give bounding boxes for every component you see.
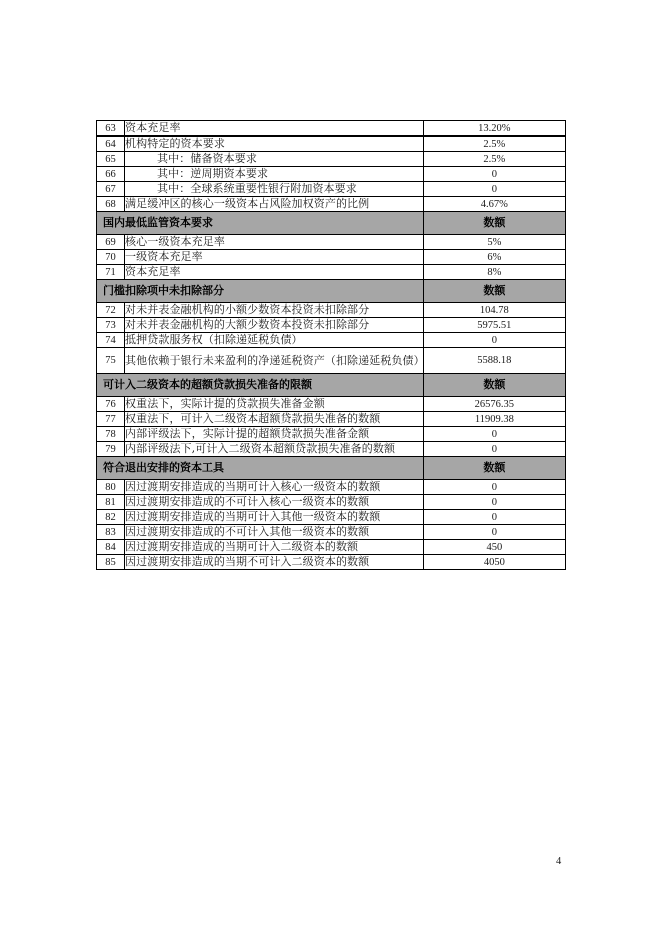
row-value: 2.5%	[423, 152, 565, 167]
row-label: 内部评级法下，实际计提的超额贷款损失准备金额	[125, 427, 424, 442]
table-row	[97, 480, 566, 495]
table-row	[97, 235, 566, 250]
section-value-header: 数额	[423, 280, 565, 303]
table-section-header-row	[97, 280, 566, 303]
row-label: 权重法下，实际计提的贷款损失准备金额	[125, 397, 424, 412]
table-row	[97, 442, 566, 457]
section-title: 门槛扣除项中未扣除部分	[97, 280, 424, 303]
table-row	[97, 427, 566, 442]
row-value: 11909.38	[423, 412, 565, 427]
table-row	[97, 121, 566, 137]
table-row	[97, 510, 566, 525]
row-number: 81	[97, 495, 125, 510]
row-number: 63	[97, 121, 125, 137]
row-label: 因过渡期安排造成的当期可计入其他一级资本的数额	[125, 510, 424, 525]
table-row	[97, 525, 566, 540]
row-label: 对未并表金融机构的小额少数资本投资未扣除部分	[125, 303, 424, 318]
row-value: 2.5%	[423, 136, 565, 152]
row-number: 80	[97, 480, 125, 495]
page-number: 4	[556, 856, 562, 867]
row-value: 0	[423, 510, 565, 525]
table-row	[97, 318, 566, 333]
row-number: 73	[97, 318, 125, 333]
row-number: 75	[97, 348, 125, 374]
row-value: 26576.35	[423, 397, 565, 412]
row-number: 79	[97, 442, 125, 457]
row-value: 0	[423, 167, 565, 182]
table-row	[97, 167, 566, 182]
row-label: 机构特定的资本要求	[125, 136, 424, 152]
row-number: 85	[97, 555, 125, 570]
row-value: 5%	[423, 235, 565, 250]
row-number: 66	[97, 167, 125, 182]
row-label: 因过渡期安排造成的当期可计入二级资本的数额	[125, 540, 424, 555]
table-row	[97, 412, 566, 427]
row-number: 64	[97, 136, 125, 152]
capital-adequacy-table-container	[96, 120, 566, 570]
row-value: 450	[423, 540, 565, 555]
capital-adequacy-table	[96, 120, 566, 570]
row-label: 因过渡期安排造成的不可计入核心一级资本的数额	[125, 495, 424, 510]
row-value: 13.20%	[423, 121, 565, 137]
row-number: 70	[97, 250, 125, 265]
row-label: 权重法下，可计入二级资本超额贷款损失准备的数额	[125, 412, 424, 427]
row-value: 0	[423, 495, 565, 510]
table-row	[97, 250, 566, 265]
row-label: 一级资本充足率	[125, 250, 424, 265]
row-value: 104.78	[423, 303, 565, 318]
table-row	[97, 348, 566, 374]
table-row	[97, 136, 566, 152]
table-row	[97, 303, 566, 318]
table-row	[97, 555, 566, 570]
table-row	[97, 540, 566, 555]
row-label: 满足缓冲区的核心一级资本占风险加权资产的比例	[125, 197, 424, 212]
table-row	[97, 333, 566, 348]
table-body	[97, 121, 566, 570]
row-value: 4.67%	[423, 197, 565, 212]
row-label: 资本充足率	[125, 121, 424, 137]
section-title: 符合退出安排的资本工具	[97, 457, 424, 480]
section-title: 国内最低监管资本要求	[97, 212, 424, 235]
table-row	[97, 152, 566, 167]
row-value: 8%	[423, 265, 565, 280]
row-value: 5588.18	[423, 348, 565, 374]
row-value: 0	[423, 525, 565, 540]
row-label: 抵押贷款服务权（扣除递延税负债）	[125, 333, 424, 348]
row-number: 65	[97, 152, 125, 167]
section-value-header: 数额	[423, 457, 565, 480]
table-row	[97, 397, 566, 412]
table-row	[97, 182, 566, 197]
row-number: 74	[97, 333, 125, 348]
table-row	[97, 495, 566, 510]
row-label: 其中：逆周期资本要求	[125, 167, 424, 182]
row-label: 其中：储备资本要求	[125, 152, 424, 167]
section-value-header: 数额	[423, 374, 565, 397]
row-value: 0	[423, 480, 565, 495]
row-number: 67	[97, 182, 125, 197]
table-row	[97, 197, 566, 212]
row-number: 78	[97, 427, 125, 442]
row-value: 0	[423, 442, 565, 457]
row-number: 82	[97, 510, 125, 525]
row-value: 0	[423, 427, 565, 442]
row-label: 因过渡期安排造成的当期可计入核心一级资本的数额	[125, 480, 424, 495]
row-label: 内部评级法下,可计入二级资本超额贷款损失准备的数额	[125, 442, 424, 457]
row-value: 0	[423, 333, 565, 348]
row-number: 71	[97, 265, 125, 280]
row-label: 对未并表金融机构的大额少数资本投资未扣除部分	[125, 318, 424, 333]
row-value: 6%	[423, 250, 565, 265]
table-section-header-row	[97, 457, 566, 480]
row-label: 其他依赖于银行未来盈利的净递延税资产（扣除递延税负债）	[125, 348, 424, 374]
table-row	[97, 265, 566, 280]
row-label: 因过渡期安排造成的当期不可计入二级资本的数额	[125, 555, 424, 570]
row-number: 76	[97, 397, 125, 412]
row-value: 0	[423, 182, 565, 197]
row-label: 因过渡期安排造成的不可计入其他一级资本的数额	[125, 525, 424, 540]
row-value: 5975.51	[423, 318, 565, 333]
table-section-header-row	[97, 212, 566, 235]
section-title: 可计入二级资本的超额贷款损失准备的限额	[97, 374, 424, 397]
row-number: 77	[97, 412, 125, 427]
row-label: 核心一级资本充足率	[125, 235, 424, 250]
row-number: 84	[97, 540, 125, 555]
row-label: 资本充足率	[125, 265, 424, 280]
row-label: 其中：全球系统重要性银行附加资本要求	[125, 182, 424, 197]
section-value-header: 数额	[423, 212, 565, 235]
row-number: 83	[97, 525, 125, 540]
row-value: 4050	[423, 555, 565, 570]
table-section-header-row	[97, 374, 566, 397]
row-number: 72	[97, 303, 125, 318]
row-number: 69	[97, 235, 125, 250]
row-number: 68	[97, 197, 125, 212]
